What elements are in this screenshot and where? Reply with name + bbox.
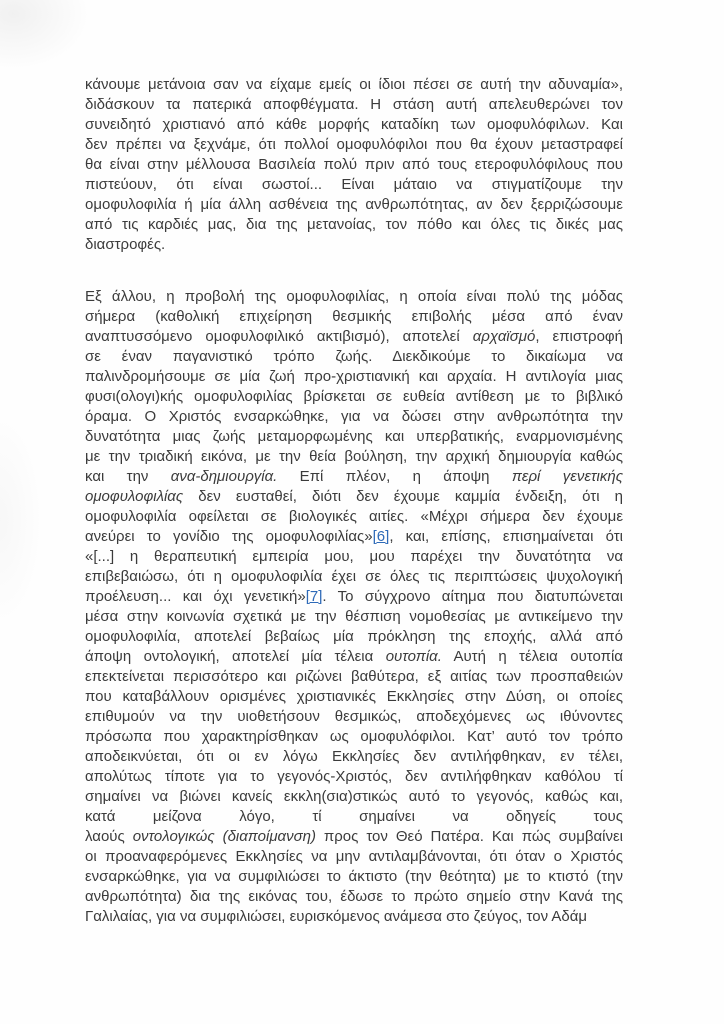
text-line bbox=[85, 867, 623, 887]
text-line bbox=[85, 115, 623, 135]
text-line bbox=[85, 787, 623, 807]
text-line bbox=[85, 547, 623, 567]
text-line bbox=[85, 387, 623, 407]
italic-text-segment: ανα-δημιουργία. bbox=[170, 468, 278, 485]
text-line bbox=[85, 647, 623, 667]
text-line bbox=[85, 467, 623, 487]
text-segment: φυσι(ολογι)κής ομοφυλοφιλίας βρίσκεται σε ευθεία αντίθεση με το βιβλικό bbox=[85, 388, 623, 405]
text-segment: σε έναν παγανιστικό τρόπο ζωής. Διεκδικούμε το δικαίωμα να bbox=[85, 348, 623, 365]
scan-smudge-left-edge bbox=[0, 420, 40, 620]
text-line bbox=[85, 367, 623, 387]
paragraph bbox=[85, 287, 623, 927]
text-segment: κατά μείζονα λόγο, τί σημαίνει να οδηγείς τους bbox=[85, 808, 623, 825]
text-line bbox=[85, 567, 623, 587]
text-line bbox=[85, 135, 623, 155]
italic-text-segment: περί γενετικής bbox=[511, 468, 623, 485]
italic-text-segment: οντολογικώς (διαποίμανση) bbox=[132, 828, 316, 845]
text-line bbox=[85, 887, 623, 907]
text-line bbox=[85, 707, 623, 727]
text-line bbox=[85, 287, 623, 307]
text-segment: πιστεύουν, ότι είναι σωστοί... Είναι μάταιο να στιγματίζουμε την bbox=[85, 176, 623, 193]
text-segment: δεν πρέπει να ξεχνάμε, ότι πολλοί ομοφυλόφιλοι που θα έχουν μεταστραφεί bbox=[85, 136, 623, 153]
text-line bbox=[85, 447, 623, 467]
scan-smudge-top-left bbox=[0, 0, 90, 70]
text-segment: συνειδητό χριστιανό από κάθε μορφής καταδίκη των ομοφυλόφιλων. Και bbox=[85, 116, 623, 133]
text-segment: ανεύρει το γονίδιο της ομοφυλοφιλίας» bbox=[85, 528, 373, 545]
text-segment: από τις καρδιές μας, δια της μετανοίας, τον πόθο και όλες τις δικές μας bbox=[85, 216, 623, 233]
text-line bbox=[85, 155, 623, 175]
text-segment: ομοφυλοφιλία οφείλεται σε βιολογικές αιτίες. «Μέχρι σήμερα δεν έχουμε bbox=[85, 508, 623, 525]
italic-text-segment: ουτοπία. bbox=[385, 648, 442, 665]
text-line bbox=[85, 215, 623, 235]
text-segment: Γαλιλαίας, για να συμφιλιώσει, ευρισκόμενος ανάμεσα στο ζεύγος, τον Αδάμ bbox=[85, 908, 588, 925]
text-line bbox=[85, 327, 623, 347]
text-segment: κάνουμε μετάνοια σαν να είχαμε εμείς οι ίδιοι πέσει σε αυτή την αδυναμία», bbox=[85, 76, 623, 93]
document-body bbox=[85, 75, 623, 927]
text-line bbox=[85, 487, 623, 507]
text-line bbox=[85, 607, 623, 627]
text-segment: πρόσωπα που χαρακτηρίσθηκαν ως ομοφυλόφιλοι. Κατ’ αυτό τον τρόπο bbox=[85, 728, 623, 745]
text-segment: , επιστροφή bbox=[535, 328, 623, 345]
text-segment: αποδεικνύεται, ότι οι εν λόγω Εκκλησίες δεν αντιλήφθηκαν, εν τέλει, bbox=[85, 748, 623, 765]
text-segment: δυνατότητα μιας ζωής μεταμορφωμένης και υπερβατικής, εναρμονισμένης bbox=[85, 428, 623, 445]
text-segment: άποψη οντολογική, αποτελεί μία τέλεια bbox=[85, 648, 386, 665]
text-line bbox=[85, 747, 623, 767]
text-segment: Εξ άλλου, η προβολή της ομοφυλοφιλίας, η οποία είναι πολύ της μόδας bbox=[85, 288, 623, 305]
text-line bbox=[85, 507, 623, 527]
text-line bbox=[85, 175, 623, 195]
text-line bbox=[85, 587, 623, 607]
text-segment: παλινδρομήσουμε σε μία ζωή προ-χριστιανική και αρχαία. Η αντιλογία μιας bbox=[85, 368, 623, 385]
text-line bbox=[85, 847, 623, 867]
text-segment: ανθρωπότητα) δια της εικόνας του, έδωσε το πρώτο σημείο στην Κανά της bbox=[85, 888, 623, 905]
italic-text-segment: αρχαϊσμό bbox=[472, 328, 536, 345]
italic-text-segment: ομοφυλοφιλίας bbox=[85, 488, 184, 505]
text-segment: σημαίνει να βιώνει κανείς εκκλη(σια)στικώς αυτό το γεγονός, καθώς και, bbox=[85, 788, 623, 805]
text-segment: . Το σύγχρονο αίτημα που διατυπώνεται bbox=[322, 588, 623, 605]
footnote-ref-6[interactable]: [6] bbox=[372, 528, 390, 545]
text-line bbox=[85, 347, 623, 367]
text-segment: μέσα στην κοινωνία σχετικά με την θέσπιση νομοθεσίας με αντικείμενο την bbox=[85, 608, 623, 625]
text-segment: ενσαρκώθηκε, για να συμφιλιώσει το άκτιστο (την θεότητα) με το κτιστό (την bbox=[85, 868, 623, 885]
text-segment: αναπτυσσόμενο ομοφυλοφιλικό ακτιβισμό), αποτελεί bbox=[85, 328, 473, 345]
text-line bbox=[85, 727, 623, 747]
text-segment: θα είναι στην μέλλουσα Βασιλεία πολύ πριν από τους ετεροφυλόφιλους που bbox=[85, 156, 623, 173]
paragraph bbox=[85, 75, 623, 255]
text-segment: επιβεβαιώσω, ότι η ομοφυλοφιλία έχει σε όλες τις περιπτώσεις ψυχολογική bbox=[85, 568, 623, 585]
text-line bbox=[85, 527, 623, 547]
text-segment: λαούς bbox=[85, 828, 133, 845]
text-segment: και την bbox=[85, 468, 171, 485]
text-segment: όραμα. Ο Χριστός ενσαρκώθηκε, για να δώσει στην ανθρωπότητα την bbox=[85, 408, 623, 425]
text-line bbox=[85, 95, 623, 115]
text-segment: Επί πλέον, η άποψη bbox=[277, 468, 512, 485]
text-line bbox=[85, 427, 623, 447]
text-line bbox=[85, 195, 623, 215]
text-segment: που καταβάλλουν ορισμένες χριστιανικές Εκκλησίες στην Δύση, οι οποίες bbox=[85, 688, 623, 705]
text-segment: επεκτείνεται περισσότερο και ριζώνει βαθύτερα, εξ αιτίας των προσπαθειών bbox=[85, 668, 623, 685]
text-segment: Αυτή η τέλεια ουτοπία bbox=[441, 648, 623, 665]
text-segment: απολύτως τίποτε για το γεγονός-Χριστός, δεν αντιλήφθηκαν καθόλου τί bbox=[85, 768, 623, 785]
text-segment: προς τον Θεό Πατέρα. Και πώς συμβαίνει bbox=[315, 828, 623, 845]
text-line bbox=[85, 307, 623, 327]
footnote-ref-7[interactable]: [7] bbox=[305, 588, 323, 605]
text-line bbox=[85, 667, 623, 687]
text-line bbox=[85, 627, 623, 647]
text-line bbox=[85, 907, 623, 927]
text-segment: δεν ευσταθεί, διότι δεν έχουμε καμμία ένδειξη, ότι η bbox=[183, 488, 623, 505]
text-segment: «[...] η θεραπευτική εμπειρία μου, μου παρέχει την δυνατότητα να bbox=[85, 548, 623, 565]
text-line bbox=[85, 807, 623, 827]
text-segment: επιθυμούν να την υιοθετήσουν θεσμικώς, αποδεχόμενες ως ιθύνοντες bbox=[85, 708, 623, 725]
text-line bbox=[85, 827, 623, 847]
text-segment: ομοφυλοφιλία ή μία άλλη ασθένεια της ανθρωπότητας, αν δεν ξερριζώσουμε bbox=[85, 196, 623, 213]
text-segment: προέλευση... και όχι γενετική» bbox=[85, 588, 306, 605]
text-segment: σήμερα (καθολική επιχείρηση θεσμικής επιβολής μέσα από έναν bbox=[85, 308, 623, 325]
text-segment: με την τριαδική εικόνα, με την θεία βούληση, την αρχική δημιουργία καθώς bbox=[85, 448, 623, 465]
text-segment: διαστροφές. bbox=[85, 236, 166, 253]
text-segment: διδάσκουν τα πατερικά αποφθέγματα. Η στάση αυτή απελευθερώνει τον bbox=[85, 96, 623, 113]
text-segment: ομοφυλοφιλία, αποτελεί βεβαίως μία πρόκληση της εποχής, αλλά από bbox=[85, 628, 623, 645]
text-line bbox=[85, 235, 623, 255]
text-line bbox=[85, 407, 623, 427]
text-line bbox=[85, 75, 623, 95]
text-segment: , και, επίσης, επισημαίνεται ότι bbox=[389, 528, 623, 545]
text-segment: οι προαναφερόμενες Εκκλησίες να μην αντιλαμβάνονται, ότι όταν ο Χριστός bbox=[85, 848, 623, 865]
text-line bbox=[85, 767, 623, 787]
text-line bbox=[85, 687, 623, 707]
